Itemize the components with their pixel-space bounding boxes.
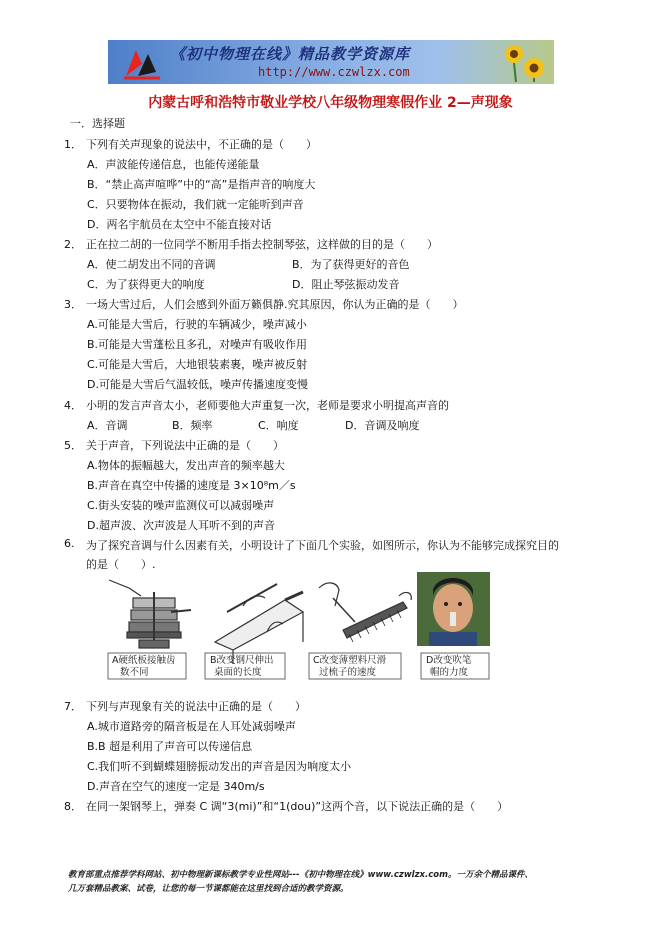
question-number: 1． (64, 138, 82, 151)
question-stem: 一场大雪过后，人们会感到外面万籁俱静.究其原因，你认为正确的是（ ） (86, 298, 464, 311)
question-number: 3． (64, 298, 82, 311)
question-number: 6. (64, 537, 75, 550)
question-stem-cont: 的是（ ）. (86, 558, 156, 571)
footer-line: 几万套精品教案、试卷，让您的每一节课都能在这里找到合适的教学资源。 (68, 884, 349, 894)
question-stem: 正在拉二胡的一位同学不断用手指去控制琴弦，这样做的目的是（ ） (86, 238, 438, 251)
gear-wheels-icon (109, 580, 191, 648)
question-number: 5． (64, 439, 82, 452)
option: D．两名宇航员在太空中不能直接对话 (87, 218, 272, 231)
comb-ruler-icon (319, 583, 411, 642)
question-number: 4． (64, 399, 82, 412)
option: D.声音在空气的速度一定是 340m/s (87, 780, 265, 793)
option: A．音调 (87, 419, 128, 432)
question-stem: 为了探究音调与什么因素有关，小明设计了下面几个实验，如图所示，你认为不能够完成探究目的 (86, 539, 559, 552)
figure-caption-c-line1: C改变薄塑料尺滑 (313, 655, 387, 666)
option: D．阻止琴弦振动发音 (292, 278, 400, 291)
header-banner (108, 40, 554, 84)
option: B．为了获得更好的音色 (292, 258, 410, 271)
option: B．“禁止高声喧哗”中的“高”是指声音的响度大 (87, 178, 316, 191)
figure-caption-b-line2: 桌面的长度 (214, 667, 262, 678)
section-heading: 一．选择题 (70, 117, 125, 130)
option: C.我们听不到蝴蝶翅膀振动发出的声音是因为响度太小 (87, 760, 352, 773)
question-number: 7． (64, 700, 82, 713)
option: A.可能是大雪后，行驶的车辆减少，噪声减小 (87, 318, 307, 331)
option: D.超声波、次声波是人耳听不到的声音 (87, 519, 275, 532)
site-logo-icon (122, 44, 162, 80)
figure-caption-a-line2: 数不同 (120, 667, 149, 678)
banner-title: 《初中物理在线》精品教学资源库 (170, 45, 411, 63)
option: B．频率 (172, 419, 213, 432)
figure-caption-d-line1: D改变吹笔 (426, 655, 472, 666)
option: A.物体的振幅越大，发出声音的频率越大 (87, 459, 285, 472)
figure-caption-d-line2: 帽的力度 (430, 667, 469, 678)
figure-caption-a-line1: A硬纸板接触齿 (112, 655, 176, 666)
question-stem: 关于声音，下列说法中正确的是（ ） (86, 439, 284, 452)
option: C．只要物体在振动，我们就一定能听到声音 (87, 198, 304, 211)
option: D．音调及响度 (345, 419, 420, 432)
question-stem: 在同一架钢琴上，弹奏 C 调“3(mi)”和“1(dou)”这两个音，以下说法正确的是（ ） (86, 800, 509, 813)
question-number: 2． (64, 238, 82, 251)
option: A.城市道路旁的隔音板是在人耳处减弱噪声 (87, 720, 296, 733)
question-stem: 下列有关声现象的说法中，不正确的是（ ） (86, 138, 317, 151)
question-stem: 下列与声现象有关的说法中正确的是（ ） (86, 700, 306, 713)
option: B.B 超是利用了声音可以传递信息 (87, 740, 253, 753)
page-title: 内蒙古呼和浩特市敬业学校八年级物理寒假作业 2—声现象 (148, 95, 513, 111)
ruler-on-desk-icon (215, 584, 303, 664)
option: C.街头安装的噪声监测仪可以减弱噪声 (87, 499, 275, 512)
figure-caption-b-line1: B改变钢尺伸出 (210, 655, 274, 666)
sunflower-icon (494, 42, 546, 82)
option: C.可能是大雪后，大地银装素裹，噪声被反射 (87, 358, 308, 371)
option: B.声音在真空中传播的速度是 3×10⁸m／s (87, 479, 296, 492)
figure-caption-c-line2: 过梳子的速度 (319, 667, 377, 678)
boy-photo (417, 572, 490, 646)
question-stem: 小明的发言声音太小，老师要他大声重复一次，老师是要求小明提高声音的 (86, 399, 449, 412)
option: C．响度 (258, 419, 299, 432)
option: D.可能是大雪后气温较低，噪声传播速度变慢 (87, 378, 308, 391)
footer-line: 教育部重点推荐学科网站、初中物理新课标教学专业性网站---《初中物理在线》www.czwlzx.com。一万余个精品课件、 (68, 870, 533, 880)
option: A．使二胡发出不同的音调 (87, 258, 216, 271)
option: C．为了获得更大的响度 (87, 278, 205, 291)
option: B.可能是大雪蓬松且多孔，对噪声有吸收作用 (87, 338, 308, 351)
question-number: 8． (64, 800, 82, 813)
banner-url[interactable]: http://www.czwlzx.com (258, 65, 410, 79)
option: A．声波能传递信息，也能传递能量 (87, 158, 260, 171)
